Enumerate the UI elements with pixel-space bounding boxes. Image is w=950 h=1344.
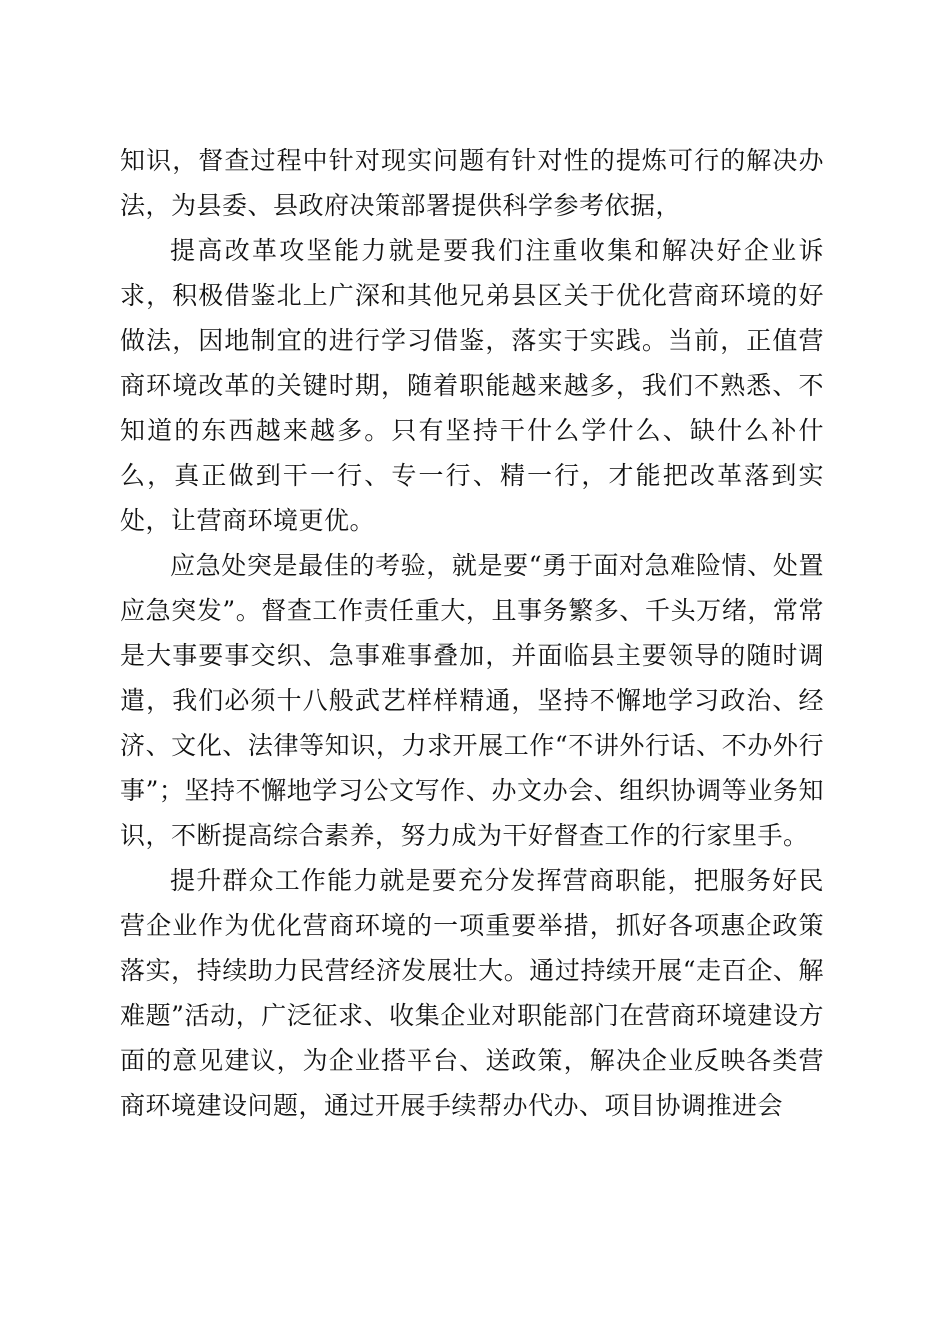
paragraph-continuation: 知识，督查过程中针对现实问题有针对性的提炼可行的解决办法，为县委、县政府决策部署提供科学参考依据， [120, 146, 824, 220]
document-body [120, 138, 824, 1128]
paragraph-emergency-response: 应急处突是最佳的考验，就是要“勇于面对急难险情、处置应急突发”。督查工作责任重大，且事务繁多、千头万绪，常常是大事要事交织、急事难事叠加，并面临县主要领导的随时调遣，我们必须十八般武艺样样精通，坚持不懈地学习政治、经济、文化、法律等知识，力求开展工作“不讲外行话、不办外行事”；坚持不懈地学习公文写作、办文办会、组织协调等业务知识，不断提高综合素养，努力成为干好督查工作的行家里手。 [120, 551, 824, 850]
paragraph-mass-work: 提升群众工作能力就是要充分发挥营商职能，把服务好民营企业作为优化营商环境的一项重要举措，抓好各项惠企政策落实，持续助力民营经济发展壮大。通过持续开展“走百企、解难题”活动，广泛征求、收集企业对职能部门在营商环境建设方面的意见建议，为企业搭平台、送政策，解决企业反映各类营商环境建设问题，通过开展手续帮办代办、项目协调推进会 [120, 866, 824, 1120]
paragraph-reform-capability: 提高改革攻坚能力就是要我们注重收集和解决好企业诉求，积极借鉴北上广深和其他兄弟县区关于优化营商环境的好做法，因地制宜的进行学习借鉴，落实于实践。当前，正值营商环境改革的关键时期，随着职能越来越多，我们不熟悉、不知道的东西越来越多。只有坚持干什么学什么、缺什么补什么，真正做到干一行、专一行、精一行，才能把改革落到实处，让营商环境更优。 [120, 236, 824, 535]
